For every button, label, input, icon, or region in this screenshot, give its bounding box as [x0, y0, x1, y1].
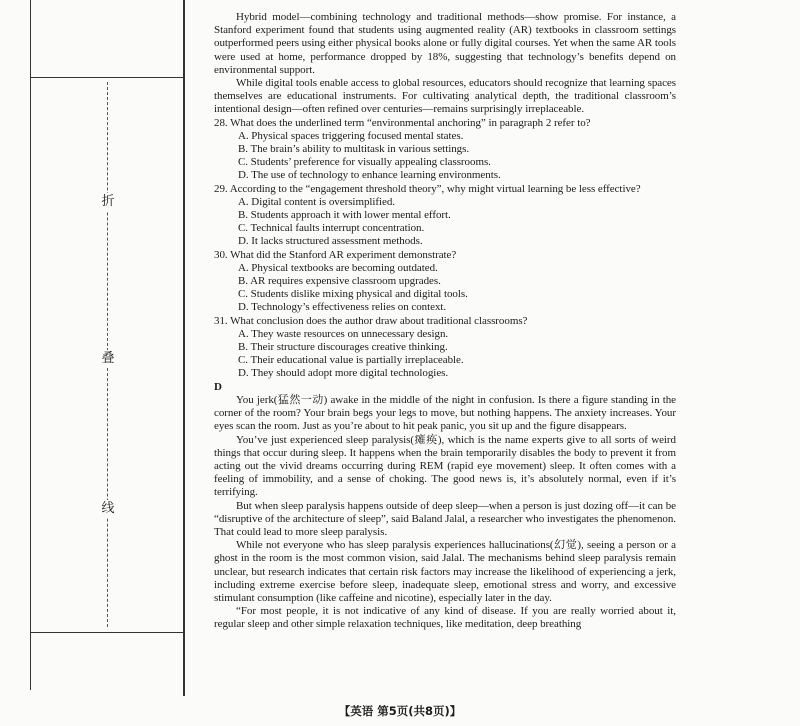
gutter-top-rule [30, 77, 183, 78]
option-c: C. Students’ preference for visually appealing classrooms. [238, 156, 491, 169]
option-b: B. Students approach it with lower mental effort. [238, 209, 451, 222]
gutter-left-rule [30, 0, 31, 690]
gutter-char-fold: 折 [98, 193, 118, 211]
page-content [214, 11, 676, 632]
question-stem: 31. What conclusion does the author draw about traditional classrooms? [214, 314, 528, 327]
option-b: B. The brain’s ability to multitask in various settings. [238, 143, 470, 156]
option-b: B. AR requires expensive classroom upgrades. [238, 275, 441, 288]
option-a: A. Physical spaces triggering focused mental states. [238, 129, 464, 142]
option-c: C. Technical faults interrupt concentration. [238, 222, 425, 235]
question-28 [214, 117, 676, 183]
passage-d-paragraph-5: “For most people, it is not indicative of any kind of disease. If you are really worried about it, regular sleep and other simple relaxation techniques, like meditation, deep breathing [214, 605, 676, 631]
section-label-d: D [214, 380, 222, 393]
option-d: D. Technology’s effectiveness relies on context. [238, 301, 447, 314]
option-b: B. Their structure discourages creative thinking. [238, 341, 448, 354]
question-stem: 30. What did the Stanford AR experiment demonstrate? [214, 248, 457, 261]
option-d: D. They should adopt more digital technologies. [238, 367, 449, 380]
option-a: A. Digital content is oversimplified. [238, 195, 396, 208]
option-a: A. Physical textbooks are becoming outdated. [238, 261, 438, 274]
page-footer: 【英语 第5页(共8页)】 [338, 704, 462, 718]
question-29 [214, 183, 676, 249]
question-31 [214, 315, 676, 381]
passage-d-paragraph-4: While not everyone who has sleep paralysis experiences hallucinations(幻觉), seeing a person or a ghost in the room is the most common vision, said Jalal. The mechanisms behind sleep paralysis remain unclear, but research indicates that certain risk factors may increase the likelihood of experiencing a jerk, including extreme exercise before sleep, inadequate sleep, emotional stress and worry, and excessive stimulant consumption (like caffeine and nicotine), especially later in the day. [214, 539, 676, 604]
passage-d-paragraph-1: You jerk(猛然一动) awake in the middle of the night in confusion. Is there a figure standing in the corner of the room? Your brain begs your legs to move, but nothing happens. The anxiety increases. Your eyes scan the room. Just as you’re about to hit peak panic, you sit up and the figure disappears. [214, 393, 676, 433]
passage-c-paragraph-2: While digital tools enable access to global resources, educators should recognize that learning spaces themselves are educational instruments. For cultivating analytical depth, the traditional classroom’s intentional design—often refined over centuries—remains surprisingly irreplaceable. [214, 77, 676, 116]
passage-d-paragraph-3: But when sleep paralysis happens outside of deep sleep—when a person is just dozing off—it can be “disruptive of the architecture of sleep”, said Baland Jalal, a researcher who investigates the phenomenon. That could lead to more sleep paralysis. [214, 499, 676, 538]
passage-c-paragraph-1: Hybrid model—combining technology and traditional methods—show promise. For instance, a Stanford experiment found that students using augmented reality (AR) textbooks in classroom settings outperformed peers using either physical books alone or fully digital courses. Yet when the same AR tools were used at home, performance dropped by 18%, suggesting that technology’s benefits depend on environmental support. [214, 11, 676, 76]
option-c: C. Students dislike mixing physical and digital tools. [238, 288, 468, 301]
gutter-char-stack: 叠 [98, 350, 118, 368]
option-d: D. The use of technology to enhance learning environments. [238, 169, 501, 182]
option-c: C. Their educational value is partially irreplaceable. [238, 354, 464, 367]
question-stem: 28. What does the underlined term “environmental anchoring” in paragraph 2 refer to? [214, 116, 591, 129]
option-a: A. They waste resources on unnecessary design. [238, 327, 449, 340]
question-30 [214, 249, 676, 315]
gutter-char-line: 线 [98, 500, 118, 518]
gutter-right-rule [183, 0, 185, 696]
question-stem: 29. According to the “engagement threshold theory”, why might virtual learning be less effective? [214, 182, 641, 195]
binding-gutter [0, 0, 200, 726]
gutter-bottom-rule [30, 632, 183, 633]
passage-d-paragraph-2: You’ve just experienced sleep paralysis(瘫痪), which is the name experts give to all sorts of weird things that occur during sleep. It happens when the brain temporarily disables the body to prevent it from acting out the vivid dreams occurring during REM (rapid eye movement) sleep. It often comes with a feeling of immobility, and a sense of choking. The good news is, it’s absolutely normal, even if it’s terrifying. [214, 433, 676, 499]
option-d: D. It lacks structured assessment methods. [238, 235, 423, 248]
